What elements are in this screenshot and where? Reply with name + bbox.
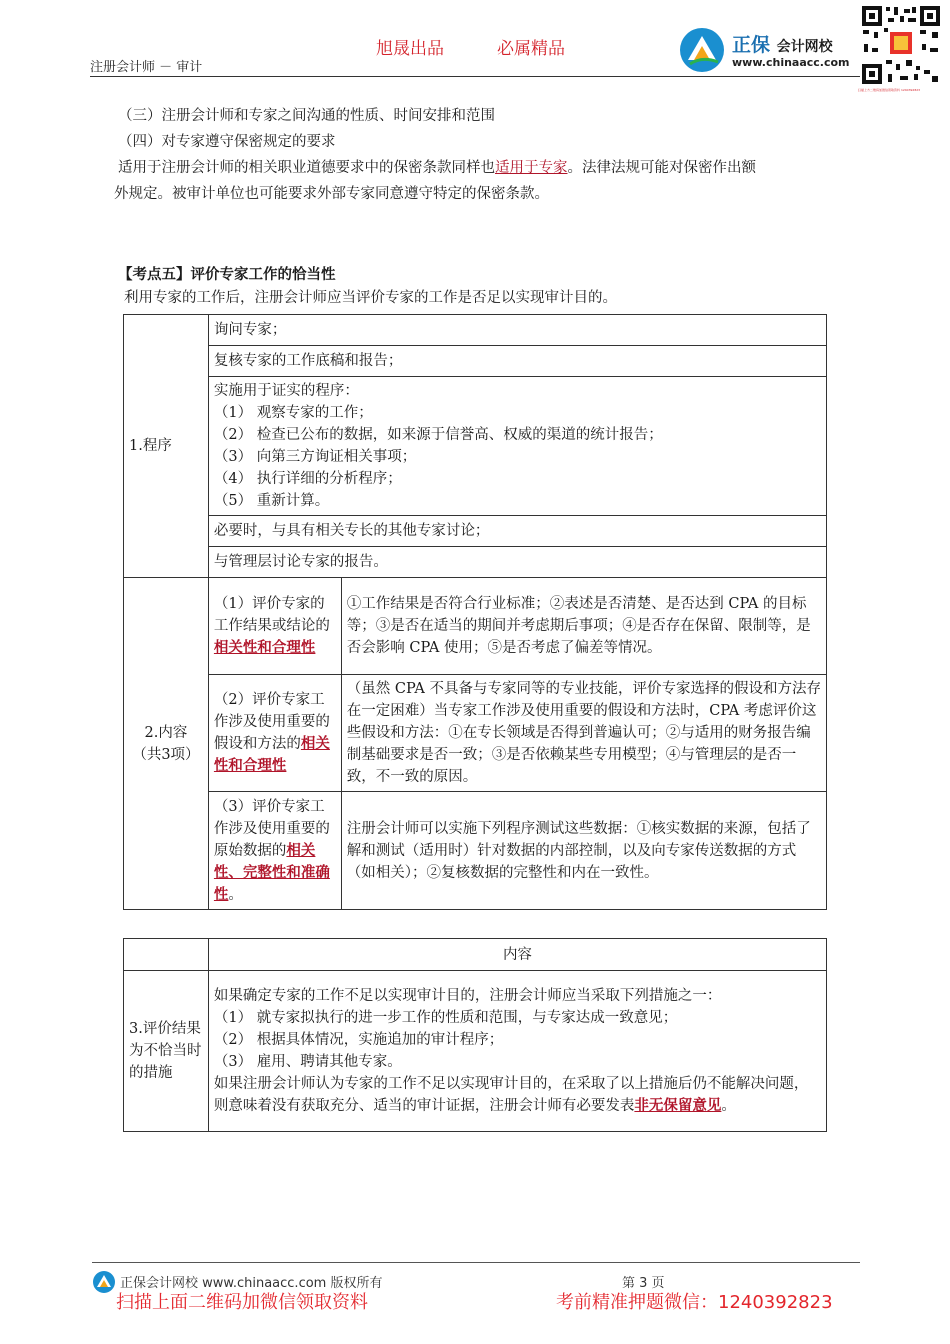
highlight-applies-to-expert: 适用于专家 [495,160,568,176]
content-subitem-3: （3）评价专家工作涉及使用重要的原始数据的相关性、完整性和准确性。 [208,792,341,910]
content-subitem-1: （1）评价专家的工作结果或结论的相关性和合理性 [208,578,341,675]
qr-code-icon [860,4,942,86]
procedure-row: 与管理层讨论专家的报告。 [208,547,826,578]
procedure-row: 复核专家的工作底稿和报告； [208,346,826,377]
watermark-left: 扫描上面二维码加微信领取资料 [116,1292,368,1313]
qr-caption: 扫描上方二维码加微信领取资料 1240392823 [858,88,921,92]
procedure-row: 实施用于证实的程序： （1） 观察专家的工作； （2） 检查已公布的数据，如来源于信誉高、权威的渠道的统计报告； （3） 向第三方询证相关事项； （4） 执行详细的分析程序； （5） 重新计算。 [208,377,826,516]
content-detail-2: （虽然 CPA 不具备与专家同等的专业技能，评价专家选择的假设和方法存在一定困难）当专家工作涉及使用重要的假设和方法时，CPA 考虑评价这些假设和方法：①在专长领域是否得到普遍认可；②与适用的财务报告编制基础要求是否一致；③是否依赖某些专用模型；④与管理层的是否一致，不一致的原因。 [341,675,826,792]
content-detail-1: ①工作结果是否符合行业标准；②表述是否清楚、是否达到 CPA 的目标等；③是否在适当的期间并考虑期后事项；④是否存在保留、限制等，是否会影响 CPA 使用；⑤是否考虑了偏差等情况。 [341,578,826,675]
procedure-label: 1.程序 [124,315,209,578]
section-title: 【考点五】评价专家工作的恰当性 [118,266,336,283]
page-number: 第 3 页 [622,1276,665,1291]
content-detail-3: 注册会计师可以实施下列程序测试这些数据：①核实数据的来源，包括了解和测试（适用时）针对数据的内部控制，以及向专家传送数据的方式（如相关）；②复核数据的完整性和内在一致性。 [341,792,826,910]
footer-copyright: 正保会计网校 www.chinaacc.com 版权所有 [120,1276,383,1291]
section-lead: 利用专家的工作后，注册会计师应当评价专家的工作是否足以实现审计目的。 [124,290,617,306]
intro-paragraph: 适用于注册会计师的相关职业道德要求中的保密条款同样也适用于专家。法律法规可能对保密作出额 [118,160,756,176]
brand-url: www.chinaacc.com [732,56,850,69]
evaluation-table [123,314,827,910]
measures-header: 内容 [208,939,826,971]
qr-code[interactable] [860,4,942,86]
content-subitem-2: （2）评价专家工作涉及使用重要的假设和方法的相关性和合理性 [208,675,341,792]
intro-item-3: （三）注册会计师和专家之间沟通的性质、时间安排和范围 [118,108,495,124]
header-divider [90,76,860,77]
brand-logo-icon [678,26,726,74]
slogan-1: 旭晟出品 [376,39,444,59]
brand-logo[interactable] [678,26,858,76]
intro-paragraph-cont: 外规定。被审计单位也可能要求外部专家同意遵守特定的保密条款。 [114,186,549,202]
measures-table [123,938,827,1132]
slogan-2: 必属精品 [497,39,565,59]
intro-item-4: （四）对专家遵守保密规定的要求 [118,134,336,150]
content-label: 2.内容 （共3项） [124,578,209,910]
footer-logo [92,1270,116,1298]
procedure-row: 必要时，与具有相关专长的其他专家讨论； [208,516,826,547]
footer-logo-icon [92,1270,116,1294]
footer-divider [92,1262,860,1263]
measures-content: 如果确定专家的工作不足以实现审计目的，注册会计师应当采取下列措施之一： （1） 就专家拟执行的进一步工作的性质和范围，与专家达成一致意见； （2） 根据具体情况，实施追加的审计程序； （3） 雇用、聘请其他专家。 如果注册会计师认为专家的工作不足以实现审计目的，在采取了以上措施后仍不能解决问题，则意味着没有获取充分、适当的审计证据，注册会计师有必要发表非无保留意见。 [208,971,826,1132]
procedure-row: 询问专家； [208,315,826,346]
brand-name: 正保 会计网校 [732,34,833,56]
measures-header-blank [124,939,209,971]
measures-label: 3.评价结果为不恰当时的措施 [124,971,209,1132]
watermark-right: 考前精准押题微信：1240392823 [556,1292,833,1313]
subject-title: 注册会计师 － 审计 [90,60,203,75]
